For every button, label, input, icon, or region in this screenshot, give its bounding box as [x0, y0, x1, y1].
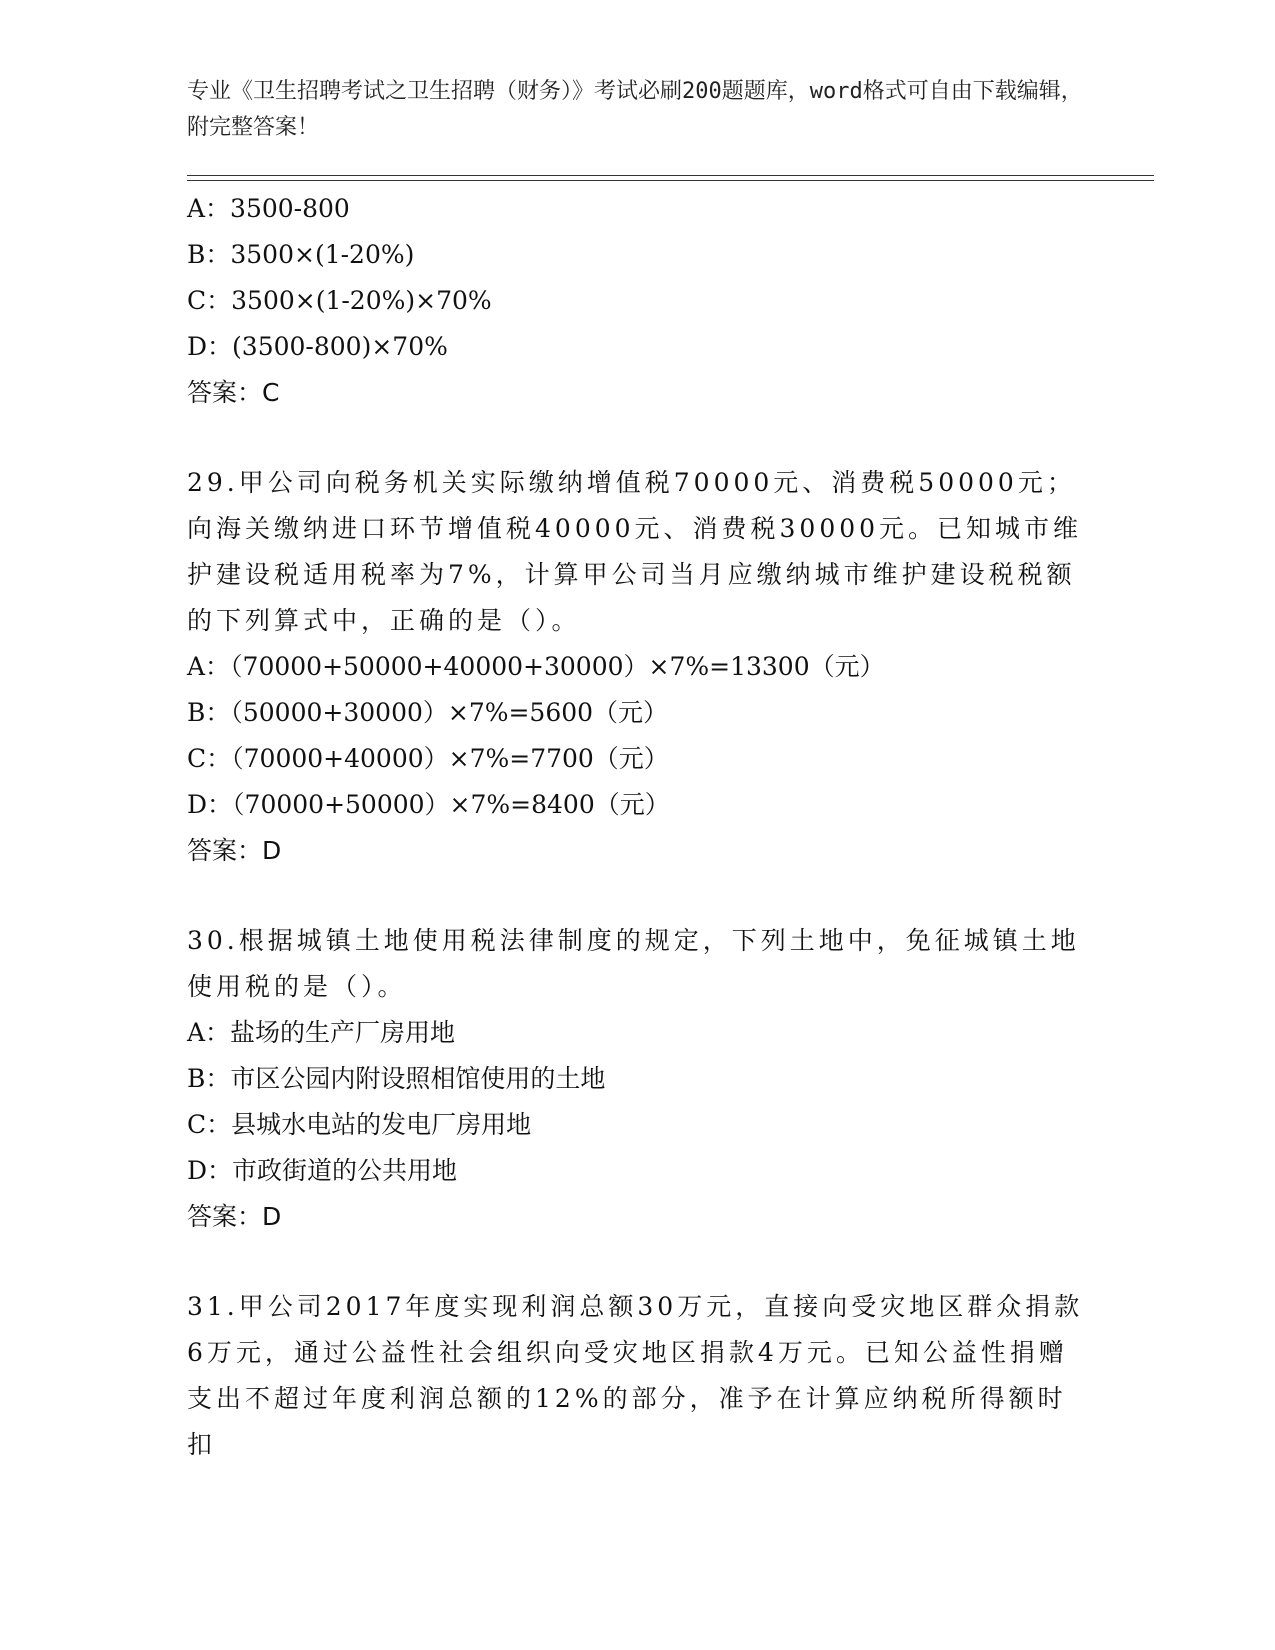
question-31: [187, 1284, 1087, 1468]
header-divider-bottom: [187, 180, 1154, 181]
question-stem: 29.甲公司向税务机关实际缴纳增值税70000元、消费税50000元；向海关缴纳进口环节增值税40000元、消费税30000元。已知城市维护建设税适用税率为7%，计算甲公司当月应缴纳城市维护建设税税额的下列算式中，正确的是（）。: [187, 468, 1083, 635]
header-text: 专业《卫生招聘考试之卫生招聘（财务）》考试必刷200题题库，word格式可自由下载编辑，附完整答案！: [187, 79, 1083, 140]
option-c: C：县城水电站的发电厂房用地: [187, 1110, 532, 1139]
option-a: A：盐场的生产厂房用地: [187, 1018, 456, 1047]
option-c: C：3500×(1-20%)×70%: [187, 286, 492, 315]
option-b: B：（50000+30000）×7%=5600（元）: [187, 698, 669, 727]
document-header: [187, 74, 1087, 146]
option-c: C：（70000+40000）×7%=7700（元）: [187, 744, 669, 773]
question-stem: 31.甲公司2017年度实现利润总额30万元，直接向受灾地区群众捐款6万元，通过公益性社会组织向受灾地区捐款4万元。已知公益性捐赠支出不超过年度利润总额的12%的部分，准予在计算应纳税所得额时扣: [187, 1292, 1084, 1459]
option-d: D：(3500-800)×70%: [187, 332, 448, 361]
answer: 答案：D: [187, 1202, 282, 1231]
question-28: [187, 186, 1087, 416]
header-divider-top: [187, 175, 1154, 176]
question-content: [187, 186, 1087, 1468]
option-b: B：3500×(1-20%): [187, 240, 415, 269]
question-29: [187, 460, 1087, 874]
option-b: B：市区公园内附设照相馆使用的土地: [187, 1064, 606, 1093]
option-a: A：（70000+50000+40000+30000）×7%=13300（元）: [187, 652, 885, 681]
question-30: [187, 918, 1087, 1240]
option-d: D：（70000+50000）×7%=8400（元）: [187, 790, 670, 819]
answer: 答案：C: [187, 378, 280, 407]
option-d: D：市政街道的公共用地: [187, 1156, 458, 1185]
option-a: A：3500-800: [187, 194, 350, 223]
answer: 答案：D: [187, 836, 282, 865]
question-stem: 30.根据城镇土地使用税法律制度的规定，下列土地中，免征城镇土地使用税的是（）。: [187, 926, 1080, 1001]
